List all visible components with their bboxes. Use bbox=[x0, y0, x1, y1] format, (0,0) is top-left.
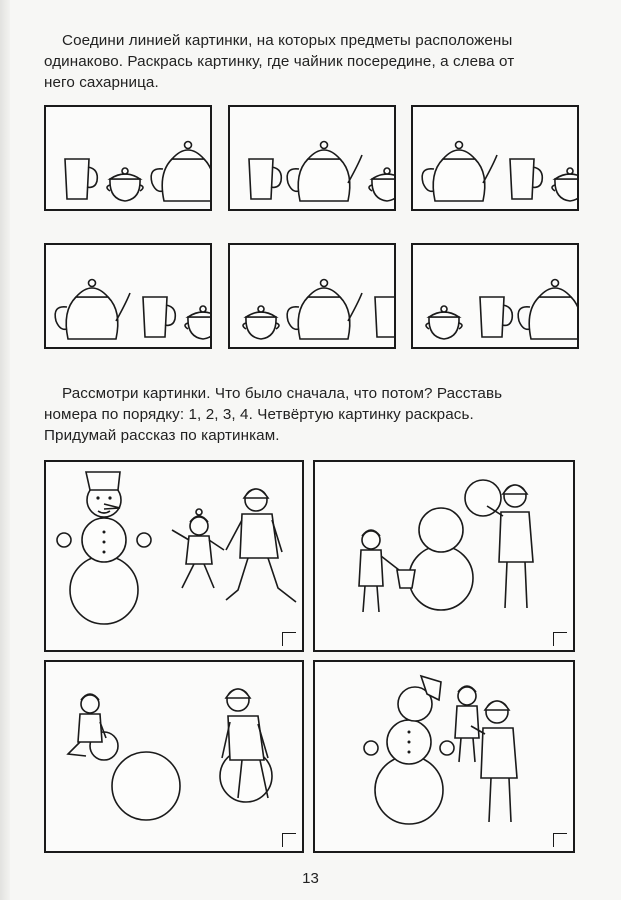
tea-set-3 bbox=[422, 142, 579, 202]
cup-icon bbox=[65, 159, 97, 199]
tea-set-frame-1[interactable] bbox=[44, 105, 212, 211]
sugar-bowl-icon bbox=[243, 306, 279, 339]
sugar-bowl-icon bbox=[552, 168, 579, 201]
tea-set-6 bbox=[426, 280, 579, 340]
number-box-4[interactable] bbox=[553, 833, 567, 847]
tea-set-frame-6[interactable] bbox=[411, 243, 579, 349]
tea-set-2 bbox=[249, 142, 396, 202]
task1-line1: Соедини линией картинки, на которых предметы расположены bbox=[62, 32, 513, 49]
cup-icon bbox=[375, 297, 396, 337]
tea-set-frame-2[interactable] bbox=[228, 105, 396, 211]
story-frame-4[interactable] bbox=[313, 660, 575, 853]
task2-instructions bbox=[44, 383, 584, 446]
cup-icon bbox=[143, 297, 175, 337]
tea-set-4 bbox=[55, 280, 212, 340]
sugar-bowl-icon bbox=[185, 306, 212, 339]
tea-set-frame-5[interactable] bbox=[228, 243, 396, 349]
scene-finished-snowman bbox=[315, 662, 573, 851]
task1-instructions bbox=[44, 30, 584, 93]
scene-rolling-balls bbox=[46, 662, 302, 851]
number-box-3[interactable] bbox=[282, 833, 296, 847]
teapot-icon bbox=[422, 142, 497, 202]
cup-icon bbox=[510, 159, 542, 199]
teapot-icon bbox=[287, 142, 362, 202]
task2-line3: Придумай рассказ по картинкам. bbox=[44, 427, 280, 444]
tea-set-frame-4[interactable] bbox=[44, 243, 212, 349]
teapot-icon bbox=[287, 280, 362, 340]
sugar-bowl-icon bbox=[107, 168, 143, 201]
cup-icon bbox=[249, 159, 281, 199]
teapot-icon bbox=[518, 280, 579, 340]
teapot-icon bbox=[55, 280, 130, 340]
cup-icon bbox=[480, 297, 512, 337]
number-box-2[interactable] bbox=[553, 632, 567, 646]
tea-set-1 bbox=[65, 142, 212, 202]
story-frame-2[interactable] bbox=[313, 460, 575, 652]
task2-line2: номера по порядку: 1, 2, 3, 4. Четвёртую картинку раскрась. bbox=[44, 406, 474, 423]
task2-line1: Рассмотри картинки. Что было сначала, что потом? Расставь bbox=[62, 385, 503, 402]
sugar-bowl-icon bbox=[369, 168, 396, 201]
teapot-icon bbox=[151, 142, 212, 202]
tea-set-frame-3[interactable] bbox=[411, 105, 579, 211]
scene-snowman-family-walking bbox=[46, 462, 302, 650]
page-number: 13 bbox=[302, 870, 319, 887]
story-frame-3[interactable] bbox=[44, 660, 304, 853]
page-edge-shadow bbox=[0, 0, 10, 900]
scene-stacking-balls bbox=[315, 462, 573, 650]
story-frame-1[interactable] bbox=[44, 460, 304, 652]
task1-line3: него сахарница. bbox=[44, 74, 159, 91]
task1-line2: одинаково. Раскрась картинку, где чайник посередине, а слева от bbox=[44, 53, 515, 70]
tea-set-5 bbox=[243, 280, 396, 340]
number-box-1[interactable] bbox=[282, 632, 296, 646]
sugar-bowl-icon bbox=[426, 306, 462, 339]
